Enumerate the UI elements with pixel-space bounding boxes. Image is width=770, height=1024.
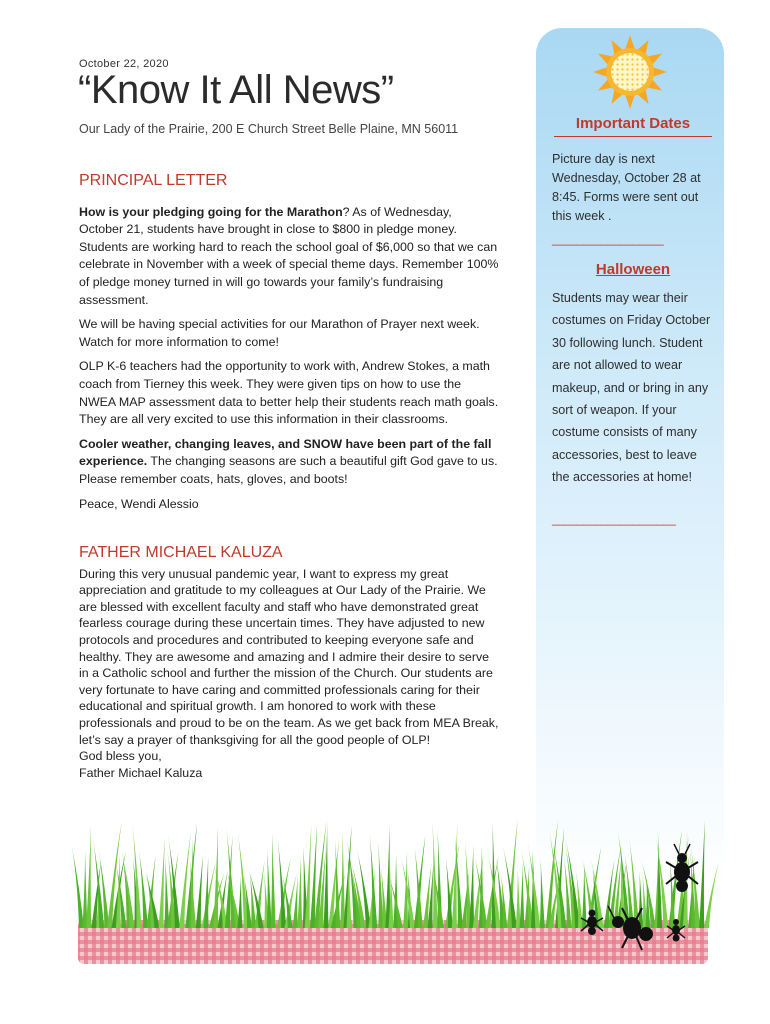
- pledging-question: How is your pledging going for the Marathon: [79, 204, 343, 219]
- principal-paragraph-4: [79, 436, 499, 489]
- grass-blade: [267, 849, 272, 928]
- grass-blade: [278, 840, 287, 928]
- father-letter-signature: Father Michael Kaluza: [79, 765, 203, 780]
- father-letter-body: During this very unusual pandemic year, I want to express my great appreciation and gratitude to my colleagues at Our Lady of the Prairie. We are blessed with excellent faculty and staff who have demonstrated great fearless courage during these uncertain times. They have adjusted to new protocols and procedures and contributed to keeping everyone safe and healthy. They are awesome and amazing and I admire their desire to serve in a Catholic school and further the mission of the Church. Our students are very fortunate to have caring and committed professionals caring for their educational and spiritual growth. I am honored to work with these professionals and proud to be on the team. As we get back from MEA Break, let’s say a prayer of thanksgiving for all the good people of OLP!: [79, 566, 499, 747]
- important-dates-text: Picture day is next Wednesday, October 28 at 8:45. Forms were sent out this week .: [552, 152, 701, 223]
- grass-blade: [432, 821, 438, 928]
- weather-text: The changing seasons are such a beautiful gift God gave to us. Please remember coats, hats, gloves, and boots!: [79, 454, 498, 486]
- sun-icon: [592, 34, 668, 110]
- important-dates-heading: Important Dates: [575, 115, 691, 132]
- grass-blade: [196, 854, 203, 928]
- grass-blade: [271, 833, 276, 928]
- newsletter-title: “Know It All News”: [78, 68, 394, 112]
- grass-blade: [340, 831, 345, 928]
- halloween-text: Students may wear their costumes on Friday October 30 following lunch. Student are not allowed to wear makeup, and or bring in any sort of weapon. If your costume consists of many accessories, best to leave the accessories at home!: [552, 291, 711, 485]
- school-address: Our Lady of the Prairie, 200 E Church Street Belle Plaine, MN 56011: [79, 122, 459, 136]
- issue-date: October 22, 2020: [79, 58, 169, 70]
- principal-paragraph-2: We will be having special activities for our Marathon of Prayer next week. Watch for more information to come!: [79, 317, 480, 349]
- halloween-heading: Halloween: [595, 261, 671, 278]
- grass-illustration: [60, 820, 730, 980]
- section-divider: __________________: [552, 232, 664, 246]
- principal-letter-section: [79, 172, 499, 520]
- pledging-text: ? As of Wednesday, October 21, students have brought in close to $800 in pledge money. Students are working hard to reach the school goal of $6,000 so that we can celebrate in November with a week of special theme days. Remember 100% of pledge money turned in will go towards your family’s fundraising assessment.: [79, 204, 499, 307]
- grass-blade: [237, 877, 242, 928]
- grass-blade: [699, 820, 705, 928]
- grass-blade: [516, 869, 521, 928]
- principal-signoff: Peace, Wendi Alessio: [79, 496, 199, 511]
- grass-blade: [519, 863, 524, 928]
- grass-blade: [297, 855, 302, 928]
- grass-blade: [159, 837, 165, 928]
- grass-blade: [638, 872, 643, 928]
- section-divider: ____________________: [552, 512, 676, 526]
- grass-blade: [540, 860, 545, 928]
- grass-blade: [82, 851, 87, 928]
- grass-blade: [71, 844, 83, 928]
- principal-letter-heading: PRINCIPAL LETTER: [79, 172, 228, 189]
- grass-blade: [704, 864, 718, 928]
- grass-blade: [132, 822, 141, 928]
- principal-paragraph-3: OLP K-6 teachers had the opportunity to work with, Andrew Stokes, a math coach from Tierney this week. They were given tips on how to use the NWEA MAP assessment data to better help their students reach math goals. They are all very excited to use this information in their classrooms.: [79, 359, 499, 427]
- important-dates-rule: [554, 136, 712, 137]
- weather-lead: Cooler weather, changing leaves, and SNOW have been part of the fall experience.: [79, 436, 492, 469]
- principal-paragraph-1: [79, 204, 499, 310]
- father-letter-closing: God bless you,: [79, 749, 162, 764]
- grass-blade: [86, 825, 91, 928]
- father-letter-heading: FATHER MICHAEL KALUZA: [79, 544, 283, 561]
- father-letter-section: [79, 544, 499, 781]
